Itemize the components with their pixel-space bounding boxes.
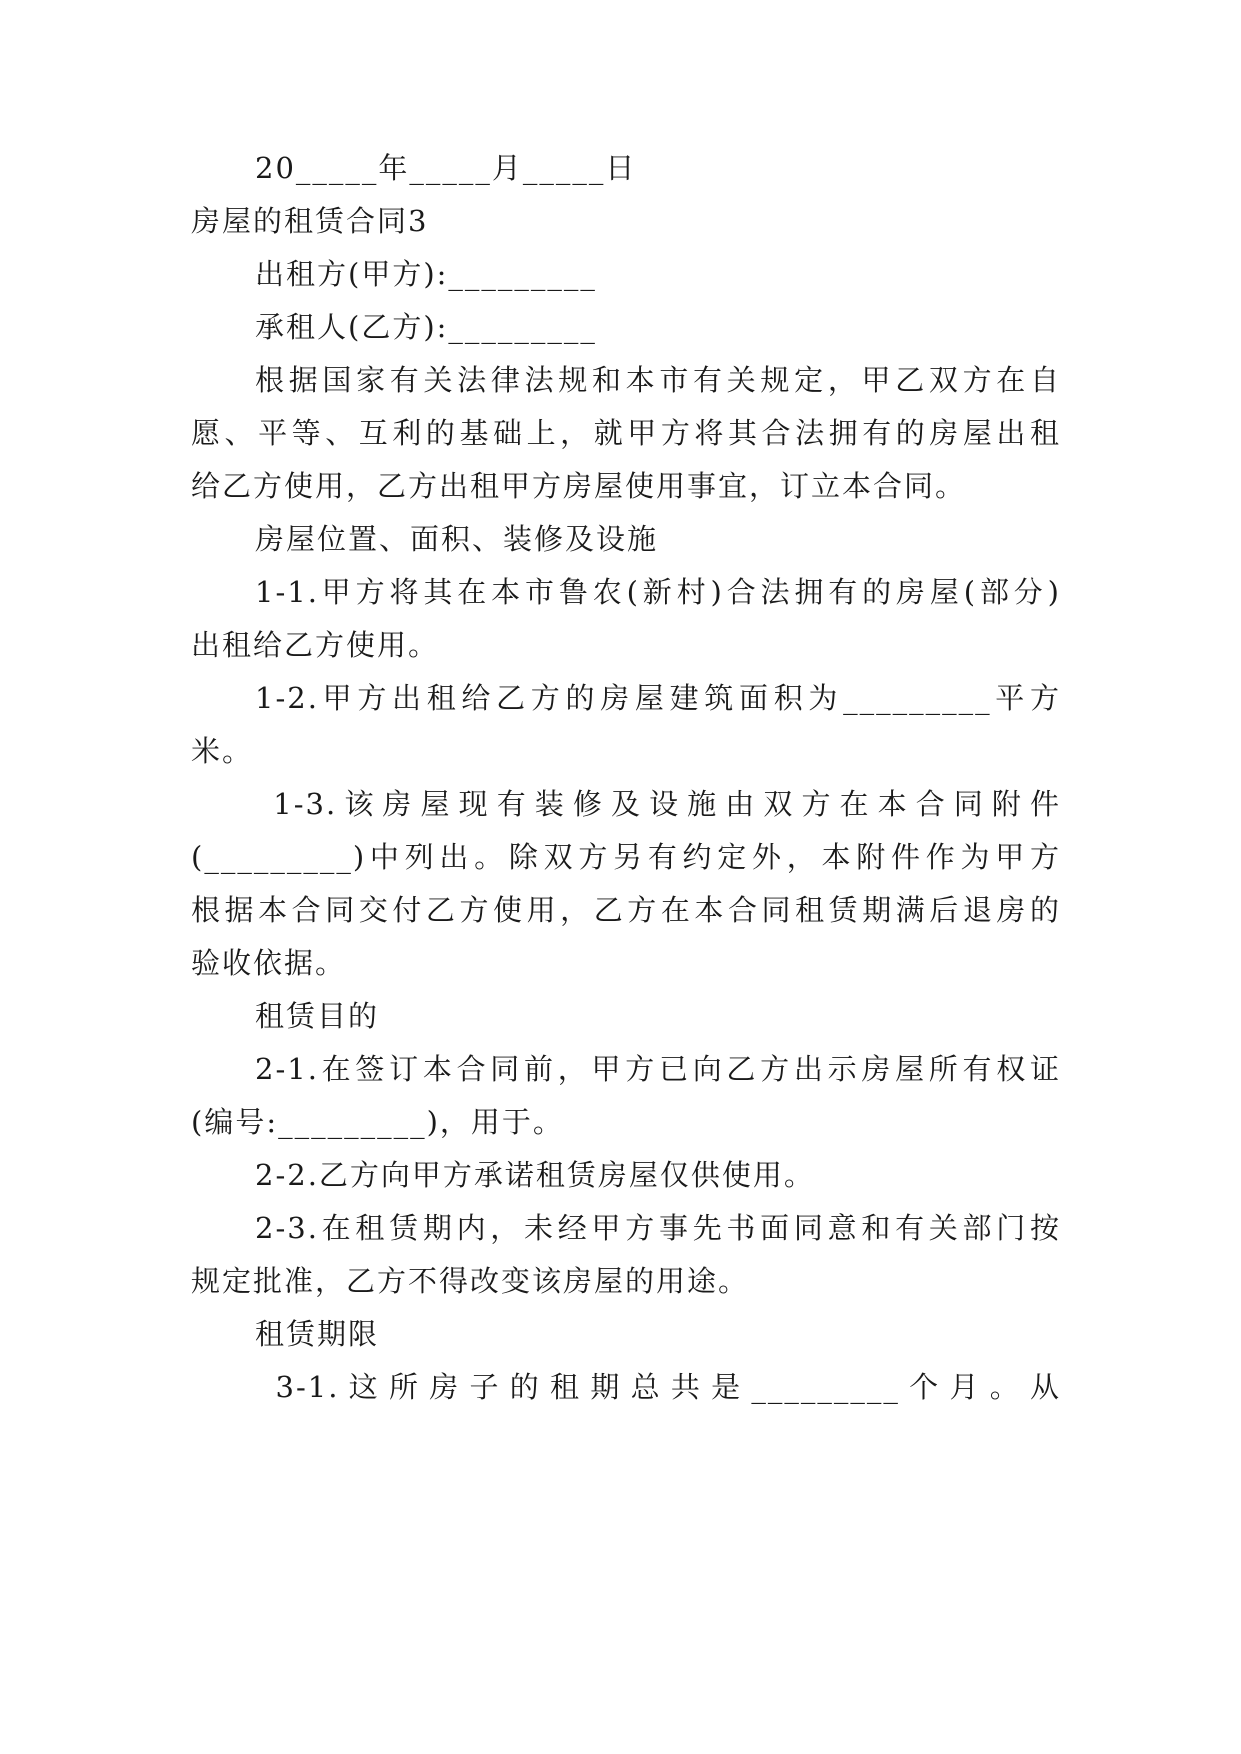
date-line: 20_____年_____月_____日	[255, 151, 637, 185]
clause-3-1-line-1: 3-1.这所房子的租期总共是_________个月。从	[255, 1370, 1061, 1404]
section-heading-2: 租赁目的	[255, 999, 380, 1033]
clause-2-3-line-1: 2-3.在租赁期内，未经甲方事先书面同意和有关部门按	[255, 1211, 1061, 1245]
clause-1-3-line-2: (_________)中列出。除双方另有约定外，本附件作为甲方	[191, 840, 1061, 874]
clause-1-1-line-2: 出租给乙方使用。	[191, 628, 440, 662]
clause-2-3-line-2: 规定批准，乙方不得改变该房屋的用途。	[191, 1264, 750, 1298]
section-heading-1: 房屋位置、面积、装修及设施	[255, 522, 659, 556]
lessor-line: 出租方(甲方):_________	[255, 257, 597, 291]
contract-title: 房屋的租赁合同3	[191, 204, 429, 238]
preamble-line-2: 愿、平等、互利的基础上，就甲方将其合法拥有的房屋出租	[191, 416, 1061, 450]
lessee-line: 承租人(乙方):_________	[255, 310, 597, 344]
clause-1-3-line-1: 1-3.该房屋现有装修及设施由双方在本合同附件	[255, 787, 1061, 821]
clause-1-3-line-4: 验收依据。	[191, 946, 347, 980]
clause-1-2-line-2: 米。	[191, 734, 254, 768]
clause-1-3-line-3: 根据本合同交付乙方使用，乙方在本合同租赁期满后退房的	[191, 893, 1061, 927]
clause-2-2: 2-2.乙方向甲方承诺租赁房屋仅供使用。	[255, 1158, 815, 1192]
clause-1-2-line-1: 1-2.甲方出租给乙方的房屋建筑面积为_________平方	[255, 681, 1061, 715]
clause-1-1-line-1: 1-1.甲方将其在本市鲁农(新村)合法拥有的房屋(部分)	[255, 575, 1061, 609]
section-heading-3: 租赁期限	[255, 1317, 380, 1351]
preamble-line-3: 给乙方使用，乙方出租甲方房屋使用事宜，订立本合同。	[191, 469, 967, 503]
clause-2-1-line-1: 2-1.在签订本合同前，甲方已向乙方出示房屋所有权证	[255, 1052, 1061, 1086]
clause-2-1-line-2: (编号:_________)，用于。	[191, 1105, 564, 1139]
preamble-line-1: 根据国家有关法律法规和本市有关规定，甲乙双方在自	[255, 363, 1061, 397]
